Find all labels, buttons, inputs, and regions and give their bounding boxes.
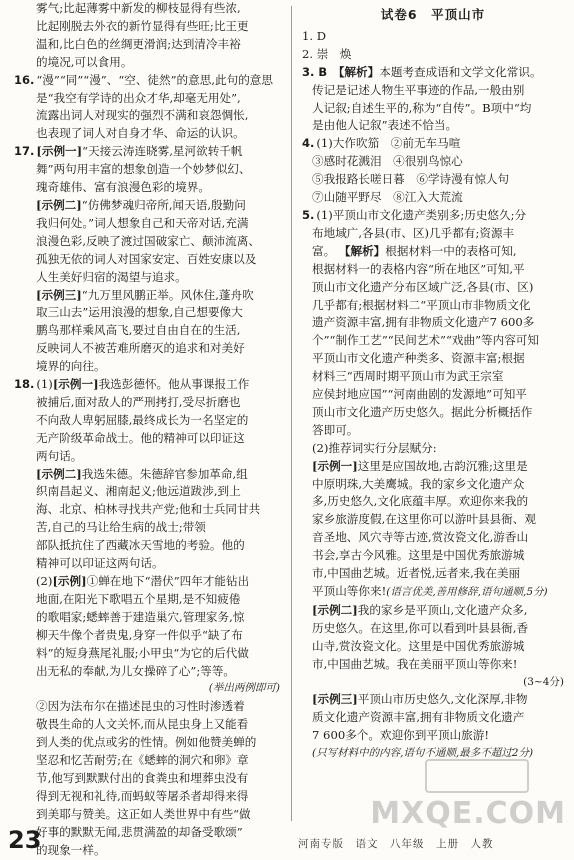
text-line: 人记叙;自述生平的,称为“自传”。B项中“均 <box>312 100 532 115</box>
question-number: 16. <box>14 72 35 87</box>
text-line: “漫”“同”“漫”、“空、徒然”的意思,此句的意思 <box>36 72 273 87</box>
text-line: 家乡旅游度假,在这里你可以游叶县县衙、观 <box>312 512 536 527</box>
text-line: 我归何处。”词人想象自己和天帝对话,充满 <box>36 215 249 230</box>
text-line: 顶山市文化遗产分布区域广泛,各县(市、区) <box>312 279 534 294</box>
text-line: 海、北京、柏林寻找共产党;他和士兵同甘共 <box>36 502 261 517</box>
analysis-tag: 【解析】 <box>338 243 386 258</box>
text-line: 无产阶级革命战士。他的精神可以印证这 <box>36 430 245 445</box>
text-line: 精神可以印证这两句话。 <box>36 556 164 571</box>
question-number: 18. <box>14 377 35 392</box>
text-line: 根据材料一的表格内容“所在地区”可知,平 <box>312 261 525 276</box>
page-number: 23 <box>8 826 42 854</box>
text-line: 山寺,赏汝瓷文化。这里是中国优秀旅游城 <box>312 638 525 653</box>
question-number: 17. <box>14 144 35 159</box>
text-line: 料”的短身燕尾礼服;小甲虫“为它的后代做 <box>36 645 249 660</box>
text-line: 根据材料一中的表格可知, <box>385 243 517 258</box>
text-line: 平顶山市历史悠久,文化深厚,非物 <box>357 692 528 707</box>
text-line: 中原明珠,大美鹰城。我的家乡文化遗产众 <box>312 476 525 491</box>
example-tag: [示例一] <box>312 458 358 473</box>
analysis-tag: 【解析】 <box>332 64 380 79</box>
text-line: 7 600多个。欢迎你到平顶山旅游! <box>312 728 489 743</box>
text-line: 比起刚脱去外衣的新竹显得有些旺;比王更 <box>36 18 249 33</box>
text-line: ②因为法布尔在描述昆虫的习性时渗透着 <box>36 699 245 714</box>
source-note: (举出两例即可) <box>208 682 280 695</box>
text-line: 个”“制作工艺”“民间艺术”“戏曲”等内容可知 <box>312 333 539 348</box>
answer-3 <box>302 64 564 136</box>
answer-2: 2. 崇 焕 <box>302 46 352 61</box>
answer-4 <box>302 135 564 207</box>
left-column <box>14 0 280 860</box>
edition-label: 河南专版 语文 八年级 上册 人教 <box>298 838 494 850</box>
answer-18 <box>14 376 280 859</box>
text-line: 传记是记述人物生平事迹的作品,一般由别 <box>312 82 525 97</box>
text-line: 音圣地、风穴寺等古迹,赏汝瓷文化,游香山 <box>312 530 529 545</box>
text-line: 坚忍和忆苦耐劳;在《蟋蟀的洞穴和卵》章 <box>36 753 249 768</box>
text-line: 市,中国曲艺城。近者悦,远者来,我在美丽 <box>312 566 521 581</box>
example-tag: [示例] <box>52 574 87 588</box>
text-line: 得到无视和礼待,而蚂蚁等屠杀者却得来得 <box>36 788 249 803</box>
text-line: 是由他人记叙”表述不恰当。 <box>312 118 458 133</box>
text-line: 顶山市文化遗产历史悠久。据此分析概括作 <box>312 404 533 419</box>
text-line: “天接云涛连晓雾,星河欲转千帆 <box>82 144 243 159</box>
text-line: ⑦山随平野尽 ⑧江入大荒流 <box>312 190 463 205</box>
text-line: ⑤我报路长嗟日暮 ⑥学诗漫有惊人句 <box>312 172 510 187</box>
text-line: 柳天牛像个者贵鬼,身穿一件似乎“缺了布 <box>36 627 243 642</box>
scoring-note: (语言优美,善用修辞,语句通顺,5分) <box>386 586 548 598</box>
text-line: 历史悠久。在这里,你可以看到叶县县衙,香 <box>312 620 529 635</box>
sub-number: (2) <box>36 574 53 588</box>
question-number: 3. B <box>302 64 328 79</box>
text-line: 的境况,可以食用。 <box>36 54 133 69</box>
text-line: 舞”两句用丰富的想象创造一个妙梦似幻、 <box>36 162 251 177</box>
text-line: 浪漫色彩,反映了渡过国破家亡、颠沛流离、 <box>36 233 260 248</box>
text-line: 两句话。 <box>36 448 83 463</box>
text-line: “九万里风鹏正举。风休住,蓬舟吹 <box>81 287 254 302</box>
text-line: 孤独无依的词人对国家安定、百姓安康以及 <box>36 251 257 266</box>
text-line: 雾气;比起薄雾中新发的柳枝显得有些浓, <box>36 1 241 15</box>
text-line: 这里是应国故地,古韵沉雅;这里是 <box>357 458 528 473</box>
text-line: 应侯封地应国”“河南曲剧的发源地”可知平 <box>312 387 527 402</box>
intro-block <box>14 0 280 72</box>
test-title: 试卷6 平顶山市 <box>380 7 486 22</box>
text-line: 市,中国曲艺城。我在美丽平顶山等你来! <box>312 656 518 671</box>
question-number: 4. <box>302 136 315 151</box>
answer-16 <box>14 72 280 144</box>
text-line: 平顶山市文化遗产种类多、资源丰富;根据 <box>312 351 525 366</box>
text-line: 多,历史悠久,文化底蕴丰厚。欢迎你来我的 <box>312 494 529 509</box>
question-number: 5. <box>302 207 315 222</box>
text-line: 几乎都有;根据材料二“平顶山市非物质文化 <box>312 297 531 312</box>
example-tag: [示例二] <box>312 602 358 617</box>
text-line: (1)平顶山市文化遗产类别多;历史悠久;分 <box>316 207 527 222</box>
text-line: 部队抵抗住了西藏冰天雪地的考验。他的 <box>36 538 245 553</box>
text-line: 节,他写到默默付出的食粪虫和埋葬虫没有 <box>36 770 249 785</box>
text-line: 是“我空有学诗的出众才华,却毫无用处”, <box>36 90 241 105</box>
sub-number: (1) <box>36 377 53 392</box>
column-divider <box>291 6 292 821</box>
text-line: 被捕后,面对敌人的严刑拷打,受尽折磨也 <box>36 394 241 409</box>
text-line: 书会,享古今风雅。这里是中国优秀旅游城 <box>312 548 525 563</box>
text-line: 人生美好归宿的渴望与追求。 <box>36 269 187 284</box>
example-tag: [示例一] <box>52 377 99 392</box>
watermark: MXQE.COM <box>370 796 566 831</box>
text-line: 苦,自己的马让给生病的战士;带领 <box>36 520 206 535</box>
answer-5 <box>302 207 564 763</box>
text-line: 反映词人不被苦难所磨灭的追求和对美好 <box>36 341 245 356</box>
example-tag: [示例三] <box>312 692 358 707</box>
text-line: 流露出词人对现实的强烈不满和哀怨惆怅, <box>36 108 249 123</box>
text-line: 境界的向往。 <box>36 359 106 374</box>
text-line: 本题考查成语和文学文化常识。 <box>379 64 542 79</box>
text-line: 鹏鸟那样乘风高飞,要过自由自在的生活, <box>36 323 241 338</box>
text-line: 织南昌起义、湘南起义;他远道跋涉,到上 <box>36 484 241 499</box>
text-line: 遗产资源丰富,拥有非物质文化遗产7 600多 <box>312 315 535 330</box>
text-line: 我选朱德。朱德辞官参加革命,组 <box>81 466 248 481</box>
text-line: 也表现了词人对自身才华、命运的认识。 <box>36 126 245 141</box>
text-line: 出无私的奉献,为儿女操碎了心”;等等。 <box>36 663 236 678</box>
page-footer <box>0 826 574 860</box>
watermark-badge <box>425 759 529 793</box>
text-line: 瑰奇雄伟、富有浪漫色彩的境界。 <box>36 180 210 195</box>
text-line: 的歌唱家;蟋蟀善于建造巢穴,管理家务,惊 <box>36 609 245 624</box>
example-tag: [示例一] <box>36 144 83 159</box>
text-line: 的现象一样。 <box>36 842 106 857</box>
text-line: 答即可。 <box>312 422 359 437</box>
answer-17 <box>14 143 280 376</box>
text-line: (2)推荐词实行分层赋分: <box>312 440 437 455</box>
text-line: 我的家乡是平顶山,文化遗产众多, <box>357 602 528 617</box>
text-line: 布地域广,各县(市、区)几乎都有;资源丰 <box>312 225 515 240</box>
text-line: 质文化遗产资源丰富,拥有非物质文化遗产 <box>312 710 525 725</box>
score-note: (3~4分) <box>523 675 564 688</box>
example-tag: [示例二] <box>36 197 82 212</box>
text-line: 我选彭德怀。他从事课报工作 <box>98 377 250 392</box>
text-line: ③感时花溅泪 ④很别鸟惊心 <box>312 154 463 169</box>
text-line: 材料三“西周时期平顶山市为武王宗室 <box>312 369 504 384</box>
text-line: 温和,比白色的丝绸更滑润;达到清冷丰裕 <box>36 36 241 51</box>
text-line: 敬畏生命的人文关怀,而从昆虫身上又能看 <box>36 717 249 732</box>
text-line: 好事的默默无闻,悲贯满盈的却备受歌颂” <box>36 824 243 839</box>
text-line: 平顶山等你来! <box>312 584 387 598</box>
text-line: ①蝉在地下“潜伏”四年才能钻出 <box>86 574 250 588</box>
scoring-note: (只写材料中的内容,语句不通顺,最多不超过2分) <box>312 747 534 760</box>
example-tag: [示例三] <box>36 287 82 302</box>
answer-1: 1. D <box>302 28 327 43</box>
text-line: 富。 <box>312 243 336 258</box>
text-line: 到美耶与赞美。这正如人类世界中有些“做 <box>36 806 251 821</box>
text-line: 到人类的优点或劣的性情。例如他赞美蝉的 <box>36 735 257 750</box>
text-line: 地面,在阳光下歌唱五个星期,是不知疲倦 <box>36 591 241 606</box>
right-column <box>302 0 564 763</box>
example-tag: [示例二] <box>36 466 82 481</box>
text-line: 不向敌人卑躬屈膝,最终成长为一名坚定的 <box>36 412 249 427</box>
text-line: (1)大作吹笳 ②前无车马喧 <box>316 136 461 151</box>
text-line: “仿佛梦魂归帝所,闻天语,殷勤问 <box>81 197 246 212</box>
text-line: 取三山去”运用浪漫的想象,自己想要像大 <box>36 305 243 320</box>
